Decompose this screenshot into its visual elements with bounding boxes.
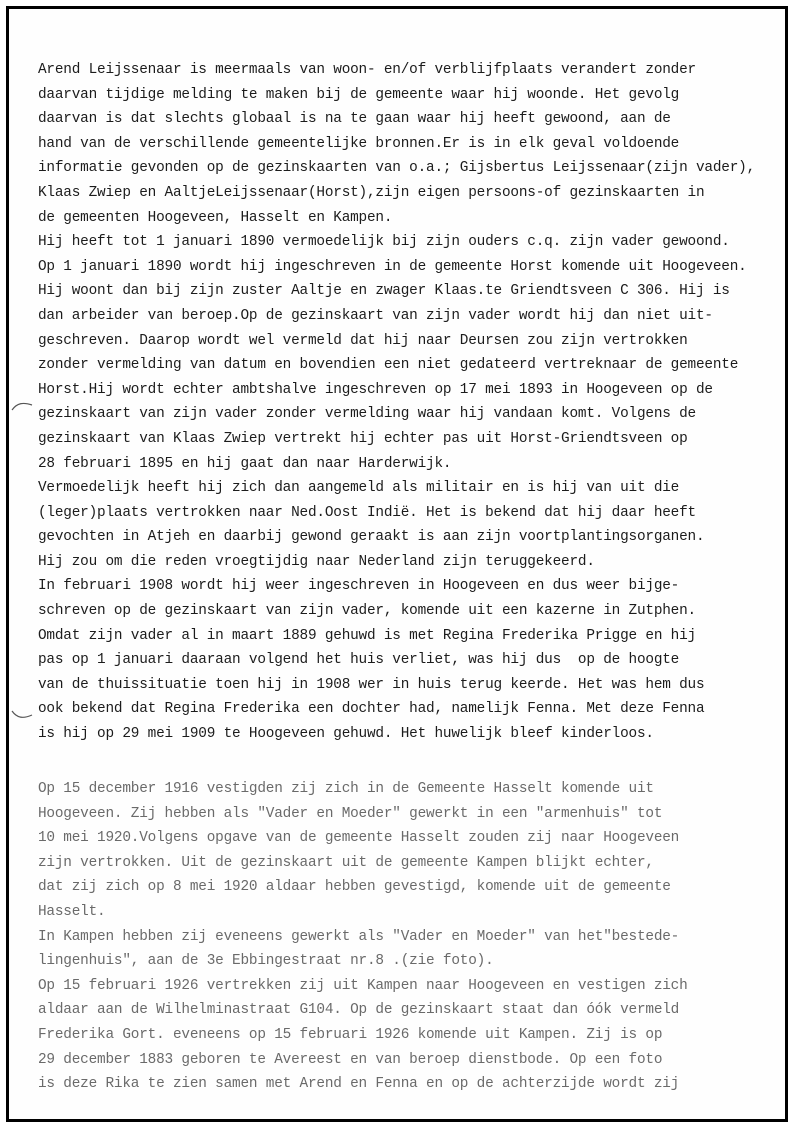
text-line: Klaas Zwiep en AaltjeLeijssenaar(Horst),zijn eigen persoons-of gezinskaarten in bbox=[38, 184, 705, 201]
text-line: geschreven. Daarop wordt wel vermeld dat hij naar Deursen zou zijn vertrokken bbox=[38, 332, 688, 349]
text-line: Op 15 december 1916 vestigden zij zich in de Gemeente Hasselt komende uit bbox=[38, 781, 654, 797]
pencil-mark-icon bbox=[11, 708, 33, 720]
text-line: gezinskaart van zijn vader zonder vermelding waar hij vandaan komt. Volgens de bbox=[38, 406, 696, 423]
text-line: 10 mei 1920.Volgens opgave van de gemeente Hasselt zouden zij naar Hoogeveen bbox=[38, 830, 680, 847]
text-line: van de thuissituatie toen hij in 1908 wer in huis terug keerde. Het was hem dus bbox=[38, 676, 705, 693]
text-line: pas op 1 januari daaraan volgend het huis verliet, was hij dus op de hoogte bbox=[38, 652, 680, 669]
text-line: In februari 1908 wordt hij weer ingeschreven in Hoogeveen en dus weer bijge- bbox=[38, 578, 680, 595]
text-line: de gemeenten Hoogeveen, Hasselt en Kampen. bbox=[38, 209, 393, 226]
text-line: gezinskaart van Klaas Zwiep vertrekt hij echter pas uit Horst-Griendtsveen op bbox=[38, 430, 688, 447]
text-line: Hoogeveen. Zij hebben als "Vader en Moeder" gewerkt in een "armenhuis" tot bbox=[38, 805, 663, 822]
text-line: Hij woont dan bij zijn zuster Aaltje en zwager Klaas.te Griendtsveen C 306. Hij is bbox=[38, 283, 730, 300]
text-line: 28 februari 1895 en hij gaat dan naar Harderwijk. bbox=[38, 455, 452, 472]
text-line: zonder vermelding van datum en bovendien een niet gedateerd vertreknaar de gemeente bbox=[38, 357, 739, 374]
text-line: zijn vertrokken. Uit de gezinskaart uit de gemeente Kampen blijkt echter, bbox=[38, 854, 654, 871]
text-line: In Kampen hebben zij eveneens gewerkt als "Vader en Moeder" van het"bestede- bbox=[38, 928, 680, 945]
text-line: Op 1 januari 1890 wordt hij ingeschreven in de gemeente Horst komende uit Hoogeveen. bbox=[38, 258, 747, 275]
paragraph-block-faded bbox=[38, 777, 788, 1097]
text-line: ook bekend dat Regina Frederika een dochter had, namelijk Fenna. Met deze Fenna bbox=[38, 701, 705, 718]
page-frame bbox=[6, 6, 788, 1122]
text-line: is deze Rika te zien samen met Arend en Fenna en op de achterzijde wordt zij bbox=[38, 1076, 680, 1093]
text-line: Omdat zijn vader al in maart 1889 gehuwd is met Regina Frederika Prigge en hij bbox=[38, 627, 696, 644]
text-line: lingenhuis", aan de 3e Ebbingestraat nr.8 .(zie foto). bbox=[38, 953, 494, 970]
paragraph-block-main bbox=[38, 58, 788, 747]
text-line: Hij zou om die reden vroegtijdig naar Nederland zijn teruggekeerd. bbox=[38, 553, 595, 570]
text-line: gevochten in Atjeh en daarbij gewond geraakt is aan zijn voortplantingsorganen. bbox=[38, 529, 705, 546]
text-line: Horst.Hij wordt echter ambtshalve ingeschreven op 17 mei 1893 in Hoogeveen op de bbox=[38, 381, 713, 398]
text-line: is hij op 29 mei 1909 te Hoogeveen gehuwd. Het huwelijk bleef kinderloos. bbox=[38, 726, 654, 743]
text-line: Hasselt. bbox=[38, 903, 106, 920]
text-line: hand van de verschillende gemeentelijke bronnen.Er is in elk geval voldoende bbox=[38, 135, 680, 152]
text-line: Arend Leijssenaar is meermaals van woon- en/of verblijfplaats verandert zonder bbox=[38, 62, 696, 78]
text-line: Frederika Gort. eveneens op 15 februari 1926 komende uit Kampen. Zij is op bbox=[38, 1026, 663, 1043]
text-line: Hij heeft tot 1 januari 1890 vermoedelijk bij zijn ouders c.q. zijn vader gewoond. bbox=[38, 234, 730, 251]
text-line: schreven op de gezinskaart van zijn vader, komende uit een kazerne in Zutphen. bbox=[38, 603, 696, 620]
text-line: dat zij zich op 8 mei 1920 aldaar hebben gevestigd, komende uit de gemeente bbox=[38, 879, 671, 896]
pencil-mark-icon bbox=[11, 401, 33, 413]
text-line: daarvan tijdige melding te maken bij de gemeente waar hij woonde. Het gevolg bbox=[38, 86, 680, 103]
text-line: aldaar aan de Wilhelminastraat G104. Op de gezinskaart staat dan óók vermeld bbox=[38, 1002, 680, 1019]
text-line: daarvan is dat slechts globaal is na te gaan waar hij heeft gewoond, aan de bbox=[38, 111, 671, 128]
text-line: dan arbeider van beroep.Op de gezinskaart van zijn vader wordt hij dan niet uit- bbox=[38, 307, 713, 324]
text-line: informatie gevonden op de gezinskaarten van o.a.; Gijsbertus Leijssenaar(zijn vader), bbox=[38, 160, 756, 177]
text-line: 29 december 1883 geboren te Avereest en van beroep dienstbode. Op een foto bbox=[38, 1051, 663, 1068]
text-line: (leger)plaats vertrokken naar Ned.Oost Indië. Het is bekend dat hij daar heeft bbox=[38, 504, 696, 521]
text-line: Op 15 februari 1926 vertrekken zij uit Kampen naar Hoogeveen en vestigen zich bbox=[38, 977, 688, 994]
text-line: Vermoedelijk heeft hij zich dan aangemeld als militair en is hij van uit die bbox=[38, 480, 680, 497]
